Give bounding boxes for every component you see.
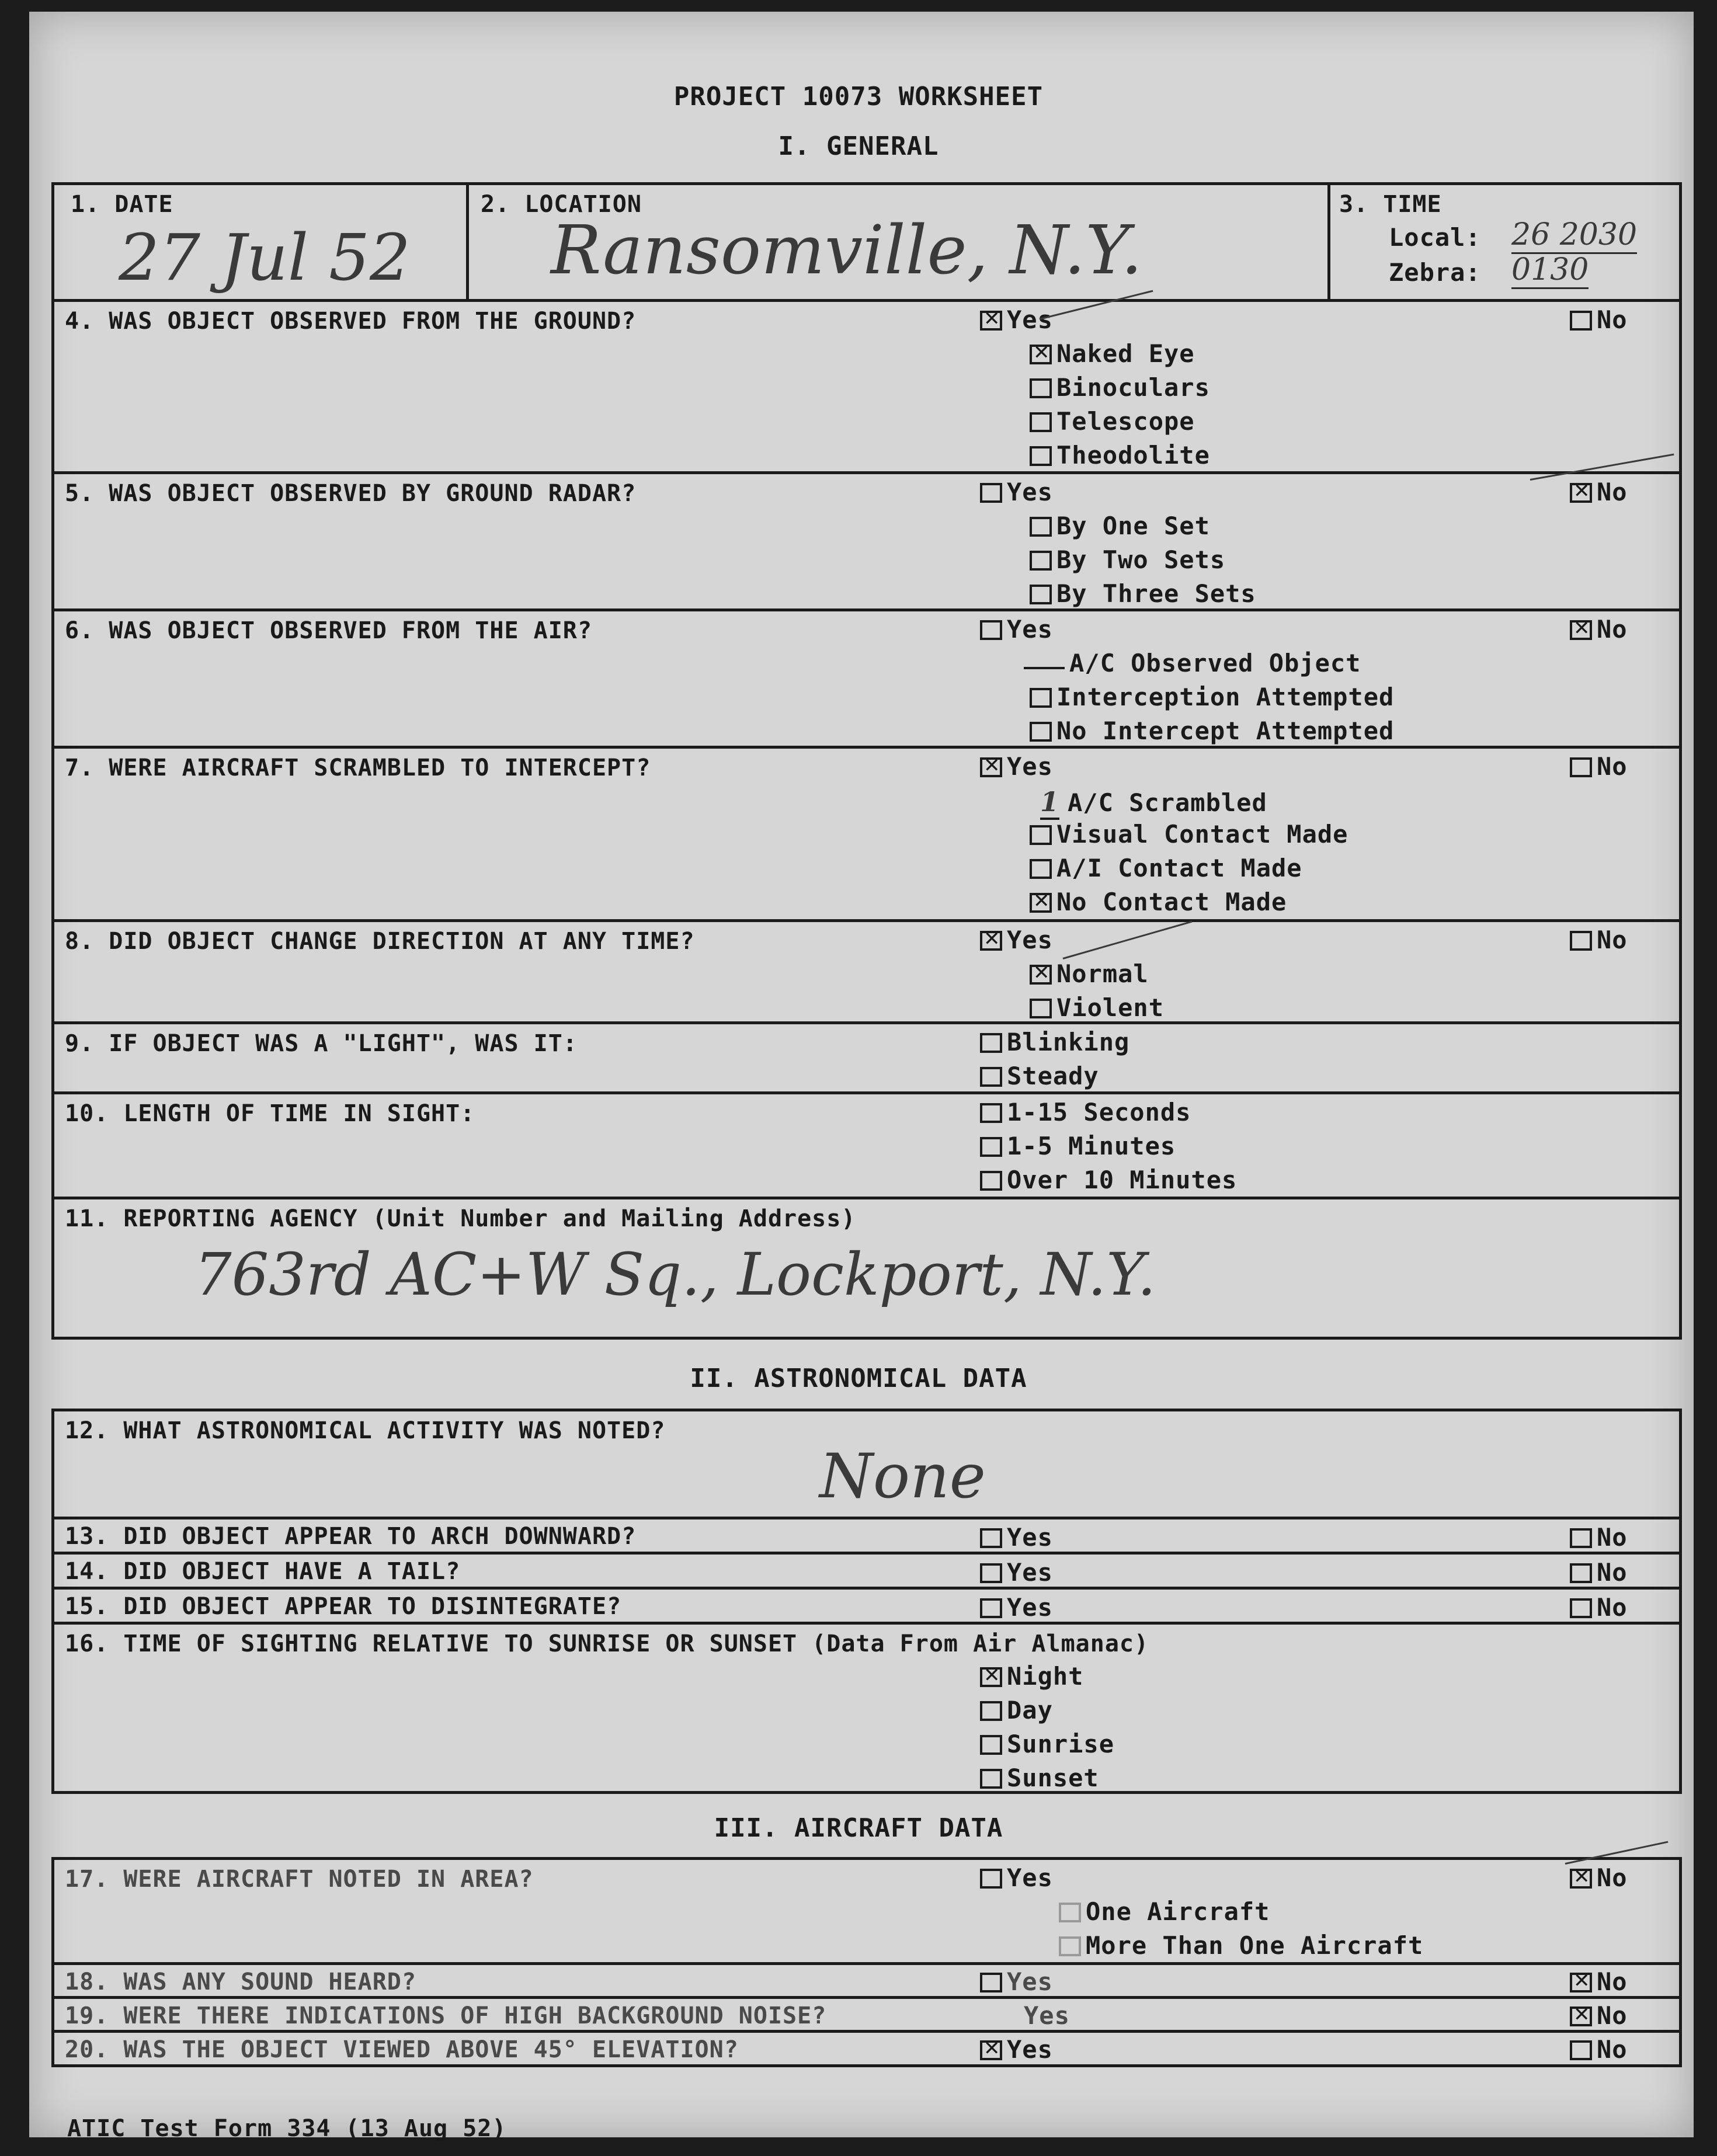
question-20-row [51, 2030, 1682, 2067]
question-14-row [51, 1552, 1682, 1587]
checkbox-icon[interactable] [980, 1563, 1002, 1583]
option-label: Visual Contact Made [1056, 820, 1348, 849]
q17-no-option[interactable] [1570, 1863, 1628, 1892]
q9-blinking-option[interactable] [980, 1028, 1129, 1056]
q18-yes-label: Yes [1007, 1967, 1053, 1996]
q4-no-option[interactable] [1570, 305, 1628, 334]
q20-yes-option[interactable] [980, 2035, 1053, 2064]
checkbox-icon[interactable] [1570, 1528, 1592, 1548]
checkbox-icon[interactable] [980, 483, 1002, 503]
question-11-label: 11. REPORTING AGENCY (Unit Number and Mailing Address) [65, 1205, 856, 1232]
q5-three-sets-option[interactable] [1030, 579, 1256, 608]
divider [1327, 185, 1330, 299]
q7-yes-label: Yes [1007, 752, 1053, 781]
q14-no-label: No [1597, 1558, 1628, 1587]
checkbox-icon[interactable] [1030, 345, 1052, 364]
q5-no-option[interactable] [1570, 478, 1628, 506]
worksheet-title: PROJECT 10073 WORKSHEET [673, 82, 1044, 112]
section-aircraft-heading: III. AIRCRAFT DATA [714, 1813, 1003, 1843]
q19-yes-option[interactable] [1024, 2001, 1070, 2030]
option-label: Steady [1007, 1062, 1099, 1090]
q13-yes-label: Yes [1007, 1523, 1053, 1552]
checkbox-icon[interactable] [1030, 859, 1052, 879]
q8-yes-label: Yes [1007, 926, 1053, 954]
q6-yes-option[interactable] [980, 615, 1053, 644]
astronomical-activity-value: None [819, 1441, 986, 1512]
section-general-heading: I. GENERAL [778, 131, 939, 161]
question-4-row [51, 299, 1682, 471]
checkbox-icon[interactable] [980, 1067, 1002, 1087]
checkbox-icon[interactable] [980, 1973, 1002, 1992]
q4-telescope-option[interactable] [1030, 407, 1195, 436]
q14-yes-label: Yes [1007, 1558, 1053, 1587]
checkbox-icon[interactable] [1570, 1869, 1592, 1889]
q6-yes-label: Yes [1007, 615, 1053, 644]
question-16-row [51, 1622, 1682, 1794]
option-label: One Aircraft [1086, 1897, 1270, 1926]
q16-sunset-option[interactable] [980, 1764, 1099, 1792]
option-label: Binoculars [1056, 373, 1210, 402]
q4-yes-option[interactable] [980, 305, 1053, 334]
checkbox-icon[interactable] [980, 1171, 1002, 1191]
question-19-label: 19. WERE THERE INDICATIONS OF HIGH BACKGROUND NOISE? [65, 2002, 827, 2029]
zebra-value: 0130 [1511, 252, 1589, 289]
local-value: 26 2030 [1511, 217, 1637, 254]
q19-yes-label: Yes [1024, 2001, 1070, 2030]
q14-yes-option[interactable] [980, 1558, 1053, 1587]
option-label: Sunrise [1007, 1730, 1115, 1758]
checkbox-icon[interactable] [1570, 931, 1592, 951]
q7-visual-contact-option[interactable] [1030, 820, 1348, 849]
checkbox-icon[interactable] [1030, 412, 1052, 432]
q16-sunrise-option[interactable] [980, 1730, 1114, 1758]
q17-more-aircraft-option[interactable] [1059, 1931, 1423, 1960]
reporting-agency-value: 763rd AC+W Sq., Lockport, N.Y. [194, 1240, 1156, 1309]
checkbox-icon[interactable] [980, 1033, 1002, 1053]
checkbox-icon[interactable] [1030, 551, 1052, 571]
q19-no-label: No [1597, 2001, 1628, 2030]
q13-yes-option[interactable] [980, 1523, 1053, 1552]
option-label: Telescope [1056, 407, 1195, 436]
q17-yes-option[interactable] [980, 1863, 1053, 1892]
option-label: Normal [1056, 959, 1149, 988]
option-label: A/C Scrambled [1068, 788, 1267, 817]
checkbox-icon[interactable] [980, 757, 1002, 777]
question-17-row [51, 1857, 1682, 1962]
question-10-label: 10. LENGTH OF TIME IN SIGHT: [65, 1100, 475, 1127]
option-label: By Three Sets [1056, 579, 1256, 608]
checkbox-icon[interactable] [980, 1701, 1002, 1721]
question-11-row [51, 1197, 1682, 1340]
q7-yes-option[interactable] [980, 752, 1053, 781]
q13-no-label: No [1597, 1523, 1628, 1552]
q4-binoculars-option[interactable] [1030, 373, 1210, 402]
checkbox-icon[interactable] [1030, 517, 1052, 537]
question-17-label: 17. WERE AIRCRAFT NOTED IN AREA? [65, 1866, 534, 1893]
question-13-row [51, 1517, 1682, 1552]
option-label: Day [1007, 1696, 1053, 1724]
checkbox-icon[interactable] [1570, 2040, 1592, 2060]
question-6-label: 6. WAS OBJECT OBSERVED FROM THE AIR? [65, 617, 592, 644]
location-label: 2. LOCATION [481, 191, 642, 218]
question-5-row [51, 471, 1682, 608]
option-label: Theodolite [1056, 441, 1210, 470]
q20-no-label: No [1597, 2035, 1628, 2064]
option-label: A/I Contact Made [1056, 854, 1302, 882]
option-label: No Contact Made [1056, 888, 1287, 916]
checkbox-icon[interactable] [980, 1769, 1002, 1789]
q7-no-contact-option[interactable] [1030, 888, 1287, 916]
date-label: 1. DATE [71, 191, 173, 218]
checkbox-icon[interactable] [1059, 1936, 1081, 1956]
q10-over-10-minutes-option[interactable] [980, 1166, 1237, 1194]
q15-yes-label: Yes [1007, 1593, 1053, 1622]
checkbox-icon[interactable] [1030, 446, 1052, 466]
checkbox-icon[interactable] [980, 2040, 1002, 2060]
q8-violent-option[interactable] [1030, 993, 1164, 1022]
checkbox-icon[interactable] [1570, 1598, 1592, 1618]
date-value: 27 Jul 52 [119, 220, 411, 295]
question-16-label: 16. TIME OF SIGHTING RELATIVE TO SUNRISE OR SUNSET (Data From Air Almanac) [65, 1630, 1149, 1657]
checkbox-icon[interactable] [1030, 999, 1052, 1018]
question-10-row [51, 1091, 1682, 1197]
question-8-row [51, 919, 1682, 1021]
q15-yes-option[interactable] [980, 1593, 1053, 1622]
blank-line[interactable] [1024, 667, 1065, 669]
q18-no-option[interactable] [1570, 1967, 1628, 1996]
q18-yes-option[interactable] [980, 1967, 1053, 1996]
q6-ac-observed-option[interactable] [1024, 649, 1361, 677]
checkbox-icon[interactable] [1570, 1563, 1592, 1583]
option-label: 1-5 Minutes [1007, 1132, 1176, 1160]
q5-two-sets-option[interactable] [1030, 545, 1225, 574]
question-6-row [51, 608, 1682, 746]
q6-no-label: No [1597, 615, 1628, 644]
q14-no-option[interactable] [1570, 1558, 1628, 1587]
q10-1-15-seconds-option[interactable] [980, 1098, 1191, 1126]
q20-yes-label: Yes [1007, 2035, 1053, 2064]
q5-one-set-option[interactable] [1030, 512, 1210, 540]
option-label: By Two Sets [1056, 545, 1226, 574]
question-12-label: 12. WHAT ASTRONOMICAL ACTIVITY WAS NOTED? [65, 1417, 666, 1444]
header-row [51, 182, 1682, 299]
checkbox-icon[interactable] [1570, 757, 1592, 777]
checkbox-icon[interactable] [1030, 722, 1052, 742]
question-15-row [51, 1587, 1682, 1622]
q5-no-label: No [1597, 478, 1628, 506]
checkbox-icon[interactable] [980, 1528, 1002, 1548]
checkbox-icon[interactable] [1570, 2007, 1592, 2026]
q8-normal-option[interactable] [1030, 959, 1149, 988]
question-7-label: 7. WERE AIRCRAFT SCRAMBLED TO INTERCEPT? [65, 754, 651, 781]
q19-no-option[interactable] [1570, 2001, 1628, 2030]
zebra-label: Zebra: [1389, 258, 1481, 287]
option-label: Over 10 Minutes [1007, 1166, 1238, 1194]
q8-no-label: No [1597, 926, 1628, 954]
q6-interception-attempted-option[interactable] [1030, 683, 1394, 711]
option-label: Night [1007, 1662, 1084, 1691]
checkbox-icon[interactable] [1570, 620, 1592, 640]
divider [466, 185, 469, 299]
local-label: Local: [1389, 223, 1481, 252]
question-18-label: 18. WAS ANY SOUND HEARD? [65, 1969, 416, 1995]
q17-yes-label: Yes [1007, 1863, 1053, 1892]
q4-yes-label: Yes [1007, 305, 1053, 334]
checkbox-icon[interactable] [980, 931, 1002, 951]
checkbox-icon[interactable] [980, 1667, 1002, 1687]
question-9-row [51, 1021, 1682, 1091]
q10-1-5-minutes-option[interactable] [980, 1132, 1176, 1160]
q4-no-label: No [1597, 305, 1628, 334]
question-18-row [51, 1962, 1682, 1996]
question-5-label: 5. WAS OBJECT OBSERVED BY GROUND RADAR? [65, 480, 637, 507]
form-footer: ATIC Test Form 334 (13 Aug 52) [67, 2115, 507, 2142]
q8-yes-option[interactable] [980, 926, 1053, 954]
checkbox-icon[interactable] [1059, 1903, 1081, 1922]
option-label: More Than One Aircraft [1086, 1931, 1424, 1960]
checkbox-icon[interactable] [980, 1735, 1002, 1755]
question-13-label: 13. DID OBJECT APPEAR TO ARCH DOWNWARD? [65, 1523, 637, 1550]
question-19-row [51, 1996, 1682, 2030]
checkbox-icon[interactable] [980, 1598, 1002, 1618]
q16-night-option[interactable] [980, 1662, 1083, 1691]
q7-no-option[interactable] [1570, 752, 1628, 781]
q9-steady-option[interactable] [980, 1062, 1099, 1090]
q20-no-option[interactable] [1570, 2035, 1628, 2064]
question-12-row [51, 1409, 1682, 1517]
q5-yes-label: Yes [1007, 478, 1053, 506]
time-label: 3. TIME [1339, 191, 1442, 218]
q17-no-label: No [1597, 1863, 1628, 1892]
checkbox-icon[interactable] [1570, 483, 1592, 503]
location-value: Ransomville, N.Y. [551, 211, 1143, 290]
checkbox-icon[interactable] [1030, 825, 1052, 845]
checkbox-icon[interactable] [1030, 585, 1052, 604]
checkbox-icon[interactable] [1030, 965, 1052, 985]
option-label: A/C Observed Object [1069, 649, 1361, 677]
question-9-label: 9. IF OBJECT WAS A "LIGHT", WAS IT: [65, 1030, 578, 1057]
option-label: 1-15 Seconds [1007, 1098, 1191, 1126]
q7-no-label: No [1597, 752, 1628, 781]
section-astro-heading: II. ASTRONOMICAL DATA [690, 1364, 1027, 1393]
checkbox-icon[interactable] [1030, 378, 1052, 398]
q15-no-label: No [1597, 1593, 1628, 1622]
q4-theodolite-option[interactable] [1030, 441, 1210, 470]
question-20-label: 20. WAS THE OBJECT VIEWED ABOVE 45° ELEVATION? [65, 2036, 739, 2063]
question-15-label: 15. DID OBJECT APPEAR TO DISINTEGRATE? [65, 1593, 622, 1620]
checkbox-icon[interactable] [1030, 893, 1052, 913]
q7-ai-contact-option[interactable] [1030, 854, 1302, 882]
checkbox-icon[interactable] [1570, 311, 1592, 331]
checkbox-icon[interactable] [980, 1137, 1002, 1157]
q8-no-option[interactable] [1570, 926, 1628, 954]
q4-naked-eye-option[interactable] [1030, 339, 1195, 368]
q17-one-aircraft-option[interactable] [1059, 1897, 1270, 1926]
checkbox-icon[interactable] [1570, 1973, 1592, 1992]
q7-ac-scrambled-option[interactable] [1024, 786, 1267, 818]
question-8-label: 8. DID OBJECT CHANGE DIRECTION AT ANY TIME? [65, 928, 695, 955]
question-7-row [51, 746, 1682, 919]
checkbox-icon[interactable] [980, 1103, 1002, 1123]
checkbox-icon[interactable] [980, 1869, 1002, 1889]
q16-day-option[interactable] [980, 1696, 1053, 1724]
checkbox-icon[interactable] [1030, 688, 1052, 708]
checkbox-icon[interactable] [980, 620, 1002, 640]
question-14-label: 14. DID OBJECT HAVE A TAIL? [65, 1558, 461, 1585]
option-label: By One Set [1056, 512, 1210, 540]
scrambled-count: 1 [1040, 786, 1059, 820]
q15-no-option[interactable] [1570, 1593, 1628, 1622]
option-label: Interception Attempted [1056, 683, 1395, 711]
q18-no-label: No [1597, 1967, 1628, 1996]
question-4-label: 4. WAS OBJECT OBSERVED FROM THE GROUND? [65, 308, 637, 335]
option-label: No Intercept Attempted [1056, 717, 1395, 745]
q6-no-option[interactable] [1570, 615, 1628, 644]
q6-no-intercept-option[interactable] [1030, 717, 1394, 745]
q5-yes-option[interactable] [980, 478, 1053, 506]
q13-no-option[interactable] [1570, 1523, 1628, 1552]
option-label: Violent [1056, 993, 1165, 1022]
option-label: Naked Eye [1056, 339, 1195, 368]
checkbox-icon[interactable] [980, 311, 1002, 331]
option-label: Blinking [1007, 1028, 1130, 1056]
option-label: Sunset [1007, 1764, 1099, 1792]
